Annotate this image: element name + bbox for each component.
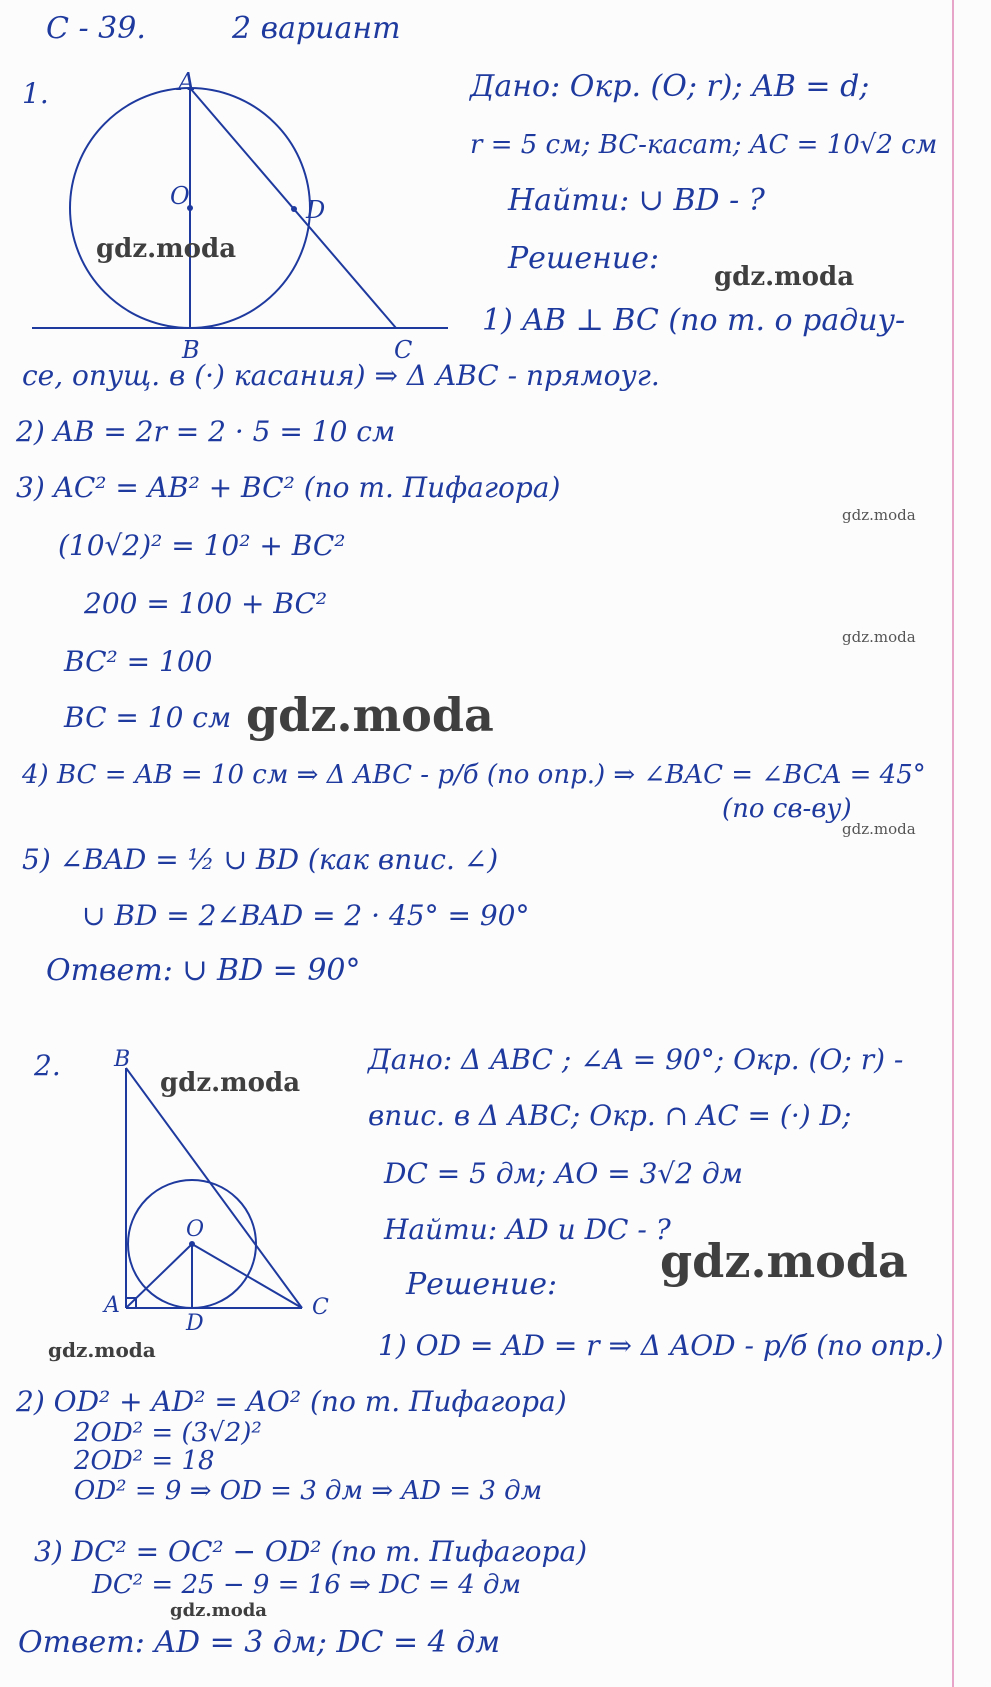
task1-line-6: 200 = 100 + BC² bbox=[84, 587, 328, 620]
label-c: C bbox=[394, 336, 413, 364]
task1-line-5: (10√2)² = 10² + BC² bbox=[58, 529, 346, 562]
task1-line-3: 2) AB = 2r = 2 · 5 = 10 см bbox=[16, 415, 396, 448]
header-number: С - 39. bbox=[46, 11, 146, 46]
task1-find: Найти: ∪ BD - ? bbox=[508, 183, 765, 218]
task2-line-6: 3) DC² = OC² − OD² (по т. Пифагора) bbox=[34, 1535, 588, 1568]
margin-line bbox=[952, 0, 954, 1687]
header-variant: 2 вариант bbox=[232, 11, 401, 46]
task1-given-1: Дано: Окр. (O; r); AB = d; bbox=[470, 69, 870, 104]
watermark-2: gdz.moda bbox=[714, 262, 855, 292]
label-b: B bbox=[182, 336, 200, 364]
task2-line-3: 2OD² = (3√2)² bbox=[74, 1418, 262, 1448]
task1-figure bbox=[20, 68, 460, 364]
task2-find: Найти: AD и DC - ? bbox=[384, 1213, 671, 1246]
task2-solution-title: Решение: bbox=[406, 1267, 558, 1302]
label-b: B bbox=[114, 1047, 131, 1072]
task2-line-1: 1) OD = AD = r ⇒ Δ AOD - р/б (по опр.) bbox=[378, 1329, 944, 1362]
task1-line-12: ∪ BD = 2∠BAD = 2 · 45° = 90° bbox=[82, 899, 530, 932]
label-o: O bbox=[186, 1217, 205, 1242]
label-c: C bbox=[312, 1295, 329, 1320]
task1-answer: Ответ: ∪ BD = 90° bbox=[46, 953, 361, 988]
segment-oc bbox=[192, 1244, 302, 1308]
watermark-5: gdz.moda bbox=[246, 688, 494, 742]
task2-number: 2. bbox=[34, 1049, 61, 1082]
task2-answer: Ответ: AD = 3 дм; DC = 4 дм bbox=[18, 1625, 501, 1660]
task1-given-2: r = 5 см; BC-касат; AC = 10√2 см bbox=[470, 130, 938, 160]
watermark-3: gdz.moda bbox=[842, 506, 916, 524]
task2-given-2: впис. в Δ ABC; Окр. ∩ AC = (·) D; bbox=[368, 1099, 852, 1132]
watermark-6: gdz.moda bbox=[842, 820, 916, 838]
task1-solution-title: Решение: bbox=[508, 241, 660, 276]
task2-line-7: DC² = 25 − 9 = 16 ⇒ DC = 4 дм bbox=[92, 1570, 522, 1600]
task1-line-7: BC² = 100 bbox=[64, 645, 213, 678]
label-d: D bbox=[186, 1311, 204, 1336]
task2-line-4: 2OD² = 18 bbox=[74, 1446, 215, 1476]
watermark-7: gdz.moda bbox=[160, 1068, 301, 1098]
label-o: O bbox=[170, 182, 190, 210]
task1-line-4: 3) AC² = AB² + BC² (по т. Пифагора) bbox=[16, 471, 561, 504]
watermark-4: gdz.moda bbox=[842, 628, 916, 646]
watermark-8: gdz.moda bbox=[660, 1234, 908, 1288]
task1-line-8: BC = 10 см bbox=[64, 701, 232, 734]
label-a: A bbox=[104, 1293, 120, 1318]
task2-line-2: 2) OD² + AD² = AO² (по т. Пифагора) bbox=[16, 1385, 567, 1418]
watermark-1: gdz.moda bbox=[96, 234, 237, 264]
task2-given-1: Дано: Δ ABC ; ∠A = 90°; Окр. (O; r) - bbox=[368, 1043, 904, 1076]
task1-line-10: (по св-ву) bbox=[722, 794, 852, 824]
task1-line-11: 5) ∠BAD = ½ ∪ BD (как впис. ∠) bbox=[22, 843, 499, 876]
task1-line-2: се, опущ. в (·) касания) ⇒ Δ ABC - прямоуг. bbox=[22, 359, 660, 392]
task2-line-5: OD² = 9 ⇒ OD = 3 дм ⇒ AD = 3 дм bbox=[74, 1476, 543, 1506]
watermark-10: gdz.moda bbox=[170, 1600, 267, 1621]
label-d: D bbox=[306, 196, 326, 224]
task2-given-3: DC = 5 дм; AO = 3√2 дм bbox=[384, 1157, 743, 1190]
point-d bbox=[291, 206, 297, 212]
label-a: A bbox=[178, 68, 196, 96]
task1-line-1: 1) AB ⊥ BC (по т. о радиу- bbox=[482, 303, 906, 338]
watermark-9: gdz.moda bbox=[48, 1338, 156, 1362]
task1-number: 1. bbox=[22, 77, 49, 110]
hypotenuse-bc bbox=[126, 1068, 302, 1308]
task1-line-9: 4) BC = AB = 10 см ⇒ Δ ABC - р/б (по опр.) ⇒ ∠BAC = ∠BCA = 45° bbox=[22, 760, 926, 790]
